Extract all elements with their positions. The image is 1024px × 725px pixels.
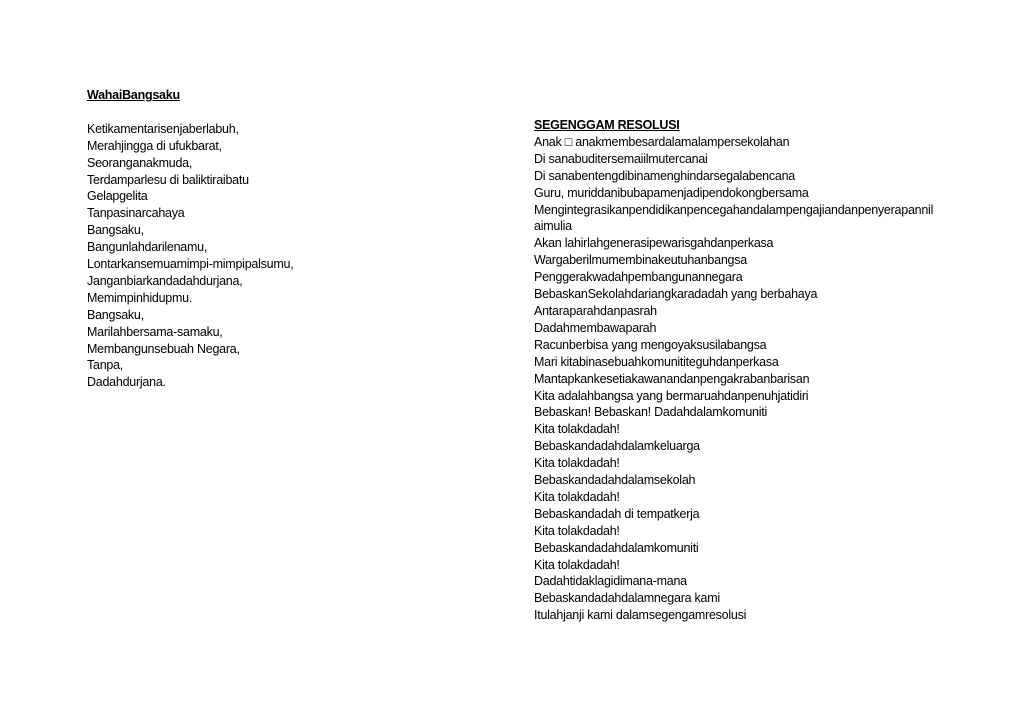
poem-line: Guru, muriddanibubapamenjadipendokongbersama: [534, 185, 809, 200]
poem-line: Kita tolakdadah!: [534, 489, 620, 504]
poem-line: Bangsaku,: [87, 307, 144, 322]
poem-line: Janganbiarkandadahdurjana,: [87, 273, 243, 288]
poem-lines: [87, 121, 293, 392]
poem-line: Kita tolakdadah!: [534, 422, 620, 437]
poem-line: Terdamparlesu di baliktiraibatu: [87, 172, 249, 187]
poem-line: Bebaskandadahdalamkeluarga: [534, 439, 700, 454]
poem-title: SEGENGGAM RESOLUSI: [534, 118, 680, 132]
poem-line: Tanpasinarcahaya: [87, 206, 185, 221]
poem-line: Wargaberilmumembinakeutuhanbangsa: [534, 253, 747, 268]
poem-line: Racunberbisa yang mengoyaksusilabangsa: [534, 337, 767, 352]
poem-line: BebaskanSekolahdariangkaradadah yang berbahaya: [534, 287, 818, 302]
poem-line: Penggerakwadahpembangunannegara: [534, 270, 743, 285]
poem-line: Itulahjanji kami dalamsegengamresolusi: [534, 608, 747, 623]
poem-line: Dadahtidaklagidimana-mana: [534, 574, 687, 589]
poem-line: Tanpa,: [87, 358, 124, 373]
poem-line: Seoranganakmuda,: [87, 155, 193, 170]
poem-line: Bangsaku,: [87, 223, 144, 238]
poem-line: Bebaskan! Bebaskan! Dadahdalamkomuniti: [534, 405, 768, 420]
poem-line: Marilahbersama-samaku,: [87, 324, 223, 339]
poem-line: Merahjingga di ufukbarat,: [87, 138, 222, 153]
poem-line: Bebaskandadahdalamnegara kami: [534, 591, 720, 606]
poem-line: aimulia: [534, 219, 572, 234]
poem-line: Dadahdurjana.: [87, 375, 166, 390]
poem-title: WahaiBangsaku: [87, 88, 180, 102]
poem-line: Kita tolakdadah!: [534, 557, 620, 572]
poem-line: Anak □ anakmembesardalamalampersekolahan: [534, 134, 790, 149]
poem-line: Mengintegrasikanpendidikanpencegahandalampengajiandanpenyerapannil: [534, 202, 934, 217]
poem-line: Mari kitabinasebuahkomunititeguhdanperkasa: [534, 354, 779, 369]
poem-line: Kita adalahbangsa yang bermaruahdanpenuhjatidiri: [534, 388, 809, 403]
poem-line: Bebaskandadahdalamsekolah: [534, 473, 696, 488]
poem-line: Dadahmembawaparah: [534, 320, 657, 335]
poem-line: Bebaskandadahdalamkomuniti: [534, 540, 699, 555]
poem-line: Kita tolakdadah!: [534, 523, 620, 538]
poem-line: Lontarkansemuamimpi-mimpipalsumu,: [87, 257, 294, 272]
poem-line: Bebaskandadah di tempatkerja: [534, 506, 700, 521]
poem-line: Memimpinhidupmu.: [87, 290, 193, 305]
poem-line: Di sanabentengdibinamenghindarsegalabencana: [534, 168, 795, 183]
poem-lines: [534, 134, 933, 624]
poem-wahai-bangsaku: [87, 87, 293, 391]
poem-line: Ketikamentarisenjaberlabuh,: [87, 121, 239, 136]
poem-line: Antaraparahdanpasrah: [534, 303, 657, 318]
poem-line: Mantapkankesetiakawanandanpengakrabanbarisan: [534, 371, 810, 386]
poem-line: Bangunlahdarilenamu,: [87, 240, 208, 255]
poem-line: Gelapgelita: [87, 189, 148, 204]
poem-line: Kita tolakdadah!: [534, 456, 620, 471]
poem-line: Di sanabuditersemaiilmutercanai: [534, 151, 708, 166]
poem-line: Akan lahirlahgenerasipewarisgahdanperkasa: [534, 236, 774, 251]
poem-segenggam-resolusi: [534, 117, 933, 624]
poem-line: Membangunsebuah Negara,: [87, 341, 240, 356]
